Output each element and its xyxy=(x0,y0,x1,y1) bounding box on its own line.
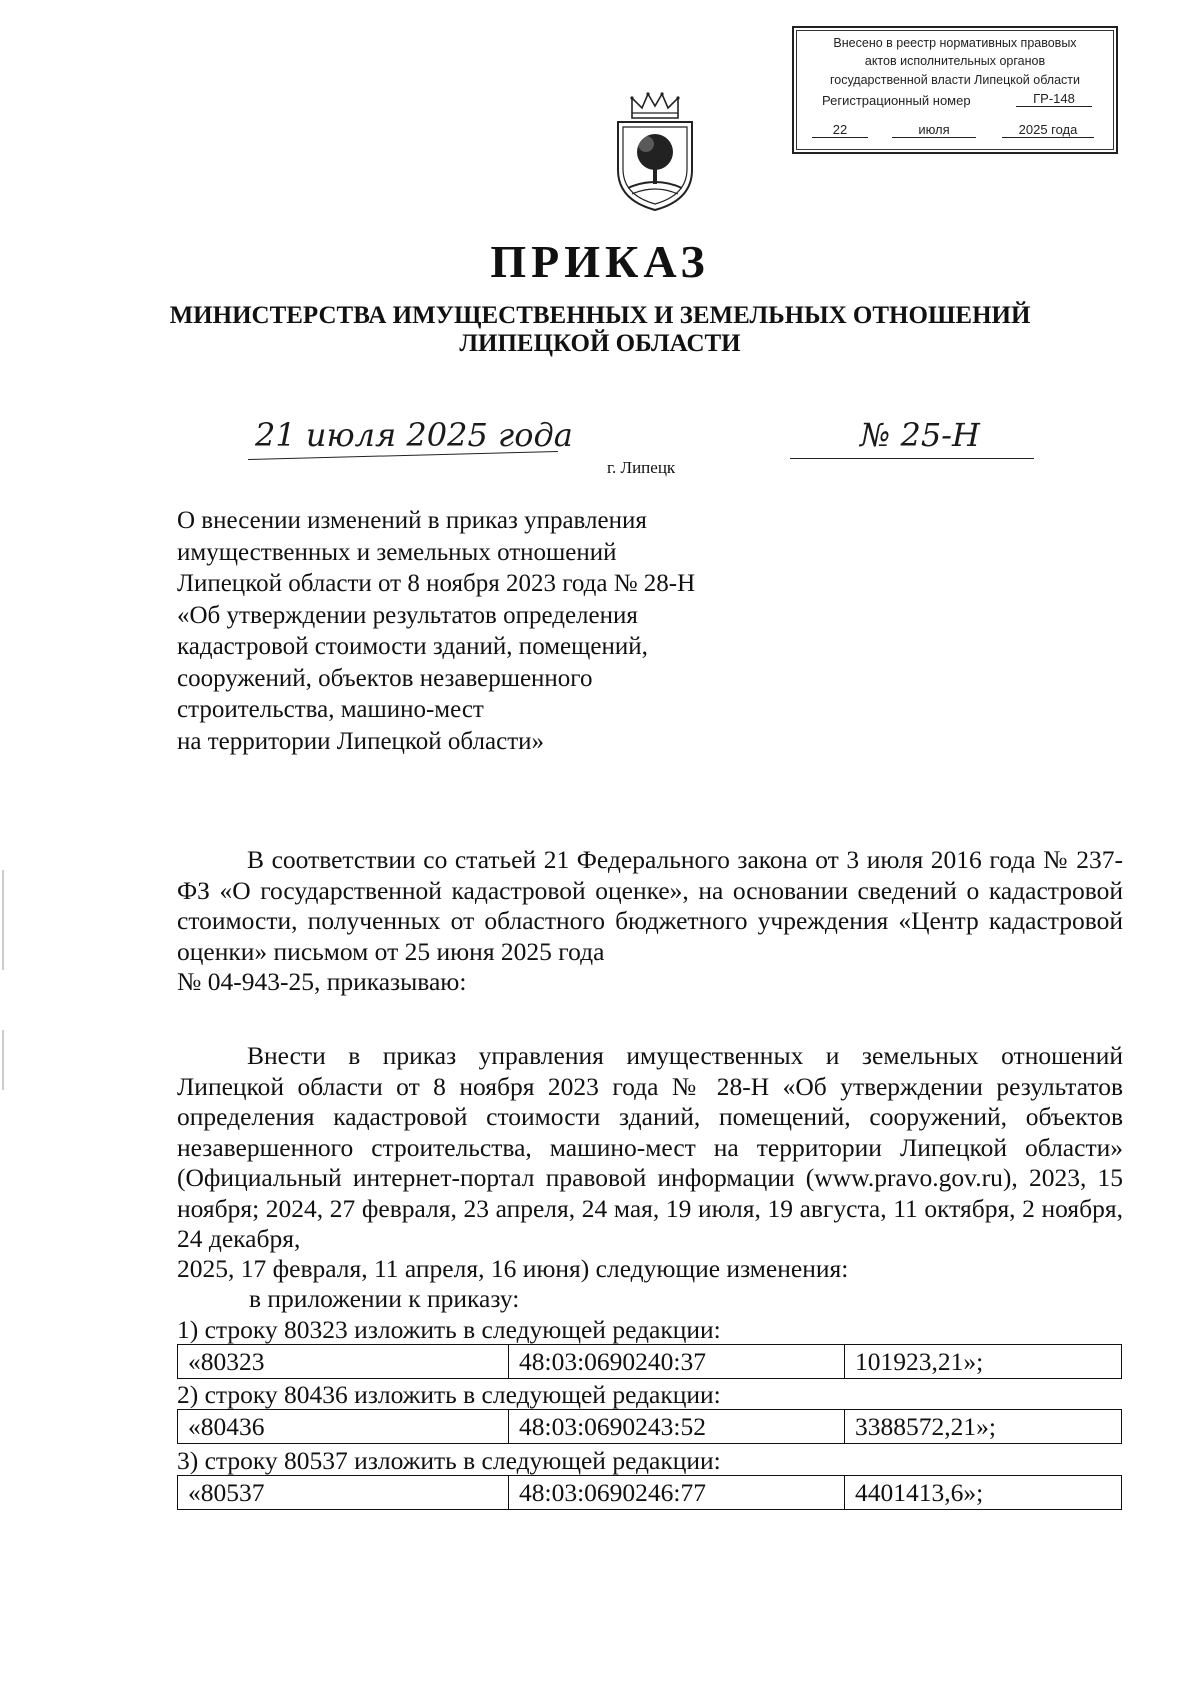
stamp-month: июля xyxy=(892,122,976,138)
amendment-instruction: 1) строку 80323 изложить в следующей редакции: xyxy=(177,1315,721,1344)
subject-line: имущественных и земельных отношений xyxy=(177,538,617,566)
scan-artifact xyxy=(2,870,4,970)
document-subject xyxy=(177,505,817,757)
order-paragraph: Внести в приказ управления имущественных и земельных отношений Липецкой области от 8 ноября 2023 года № 28-Н «Об утверждении результатов определения кадастровой стоимости зданий, помещений, сооружений, объектов незавершенного строительства, машино-мест на территории Липецкой области» (Официальный интернет-портал правовой информации (www.pravo.gov.ru), 2023, 15 ноября; 2024, 27 февраля, 23 апреля, 24 мая, 19 июля, 19 августа, 11 октября, 2 ноября, 24 декабря, xyxy=(177,1041,1123,1253)
cadastral-value-cell: 3388572,21»; xyxy=(845,1410,1122,1444)
city: г. Липецк xyxy=(607,458,676,477)
subject-line: на территории Липецкой области» xyxy=(177,727,544,755)
handwritten-date: 21 июля 2025 года xyxy=(255,416,573,454)
row-number-cell: «80323 xyxy=(178,1345,509,1379)
appendix-intro: в приложении к приказу: xyxy=(249,1284,520,1313)
amendment-instruction: 3) строку 80537 изложить в следующей редакции: xyxy=(177,1446,721,1475)
amendment-table xyxy=(177,1409,1122,1444)
subject-line: О внесении изменений в приказ управления xyxy=(177,507,647,534)
row-number-cell: «80537 xyxy=(178,1476,509,1510)
stamp-day: 22 xyxy=(812,122,868,138)
amendment-instruction: 2) строку 80436 изложить в следующей редакции: xyxy=(177,1380,721,1409)
subject-line: сооружений, объектов незавершенного xyxy=(177,664,593,692)
table-row xyxy=(178,1476,1122,1510)
row-number-cell: «80436 xyxy=(178,1410,509,1444)
issuer-line-1: МИНИСТЕРСТВА ИМУЩЕСТВЕННЫХ И ЗЕМЕЛЬНЫХ ОТНОШЕНИЙ xyxy=(169,302,1031,329)
subject-line: «Об утверждении результатов определения xyxy=(177,601,638,629)
amendment-table xyxy=(177,1475,1122,1510)
amendment-table xyxy=(177,1344,1122,1379)
handwritten-number: № 25-Н xyxy=(860,416,980,454)
registry-stamp xyxy=(792,26,1118,154)
stamp-year: 2025 года xyxy=(1002,122,1094,138)
subject-line: кадастровой стоимости зданий, помещений, xyxy=(177,633,648,660)
table-row xyxy=(178,1345,1122,1379)
issuer-line-2: ЛИПЕЦКОЙ ОБЛАСТИ xyxy=(459,330,741,357)
coat-of-arms-icon xyxy=(610,88,700,214)
subject-line: строительства, машино-мест xyxy=(177,696,484,723)
cadastral-value-cell: 101923,21»; xyxy=(845,1345,1122,1379)
stamp-reg-label: Регистрационный номер xyxy=(822,93,971,108)
cadastral-number-cell: 48:03:0690243:52 xyxy=(509,1410,845,1444)
cadastral-number-cell: 48:03:0690240:37 xyxy=(509,1345,845,1379)
scan-artifact xyxy=(2,1030,4,1090)
cadastral-value-cell: 4401413,6»; xyxy=(845,1476,1122,1510)
number-underline xyxy=(790,458,1034,459)
preamble-paragraph-end: № 04-943-25, приказываю: xyxy=(177,967,467,996)
stamp-line-2: актов исполнительных органов xyxy=(864,54,1046,68)
stamp-line-1: Внесено в реестр нормативных правовых xyxy=(833,36,1077,50)
subject-line: Липецкой области от 8 ноября 2023 года № 28-Н xyxy=(177,570,696,597)
stamp-reg-number: ГР-148 xyxy=(1016,91,1092,107)
table-row xyxy=(178,1410,1122,1444)
order-paragraph-end: 2025, 17 февраля, 11 апреля, 16 июня) следующие изменения: xyxy=(177,1254,849,1283)
document-title: ПРИКАЗ xyxy=(490,236,710,287)
cadastral-number-cell: 48:03:0690246:77 xyxy=(509,1476,845,1510)
preamble-paragraph: В соответствии со статьей 21 Федерального закона от 3 июля 2016 года № 237-ФЗ «О государственной кадастровой оценке», на основании сведений о кадастровой стоимости, полученных от областного бюджетного учреждения «Центр кадастровой оценки» письмом от 25 июня 2025 года xyxy=(177,845,1123,966)
stamp-line-3: государственной власти Липецкой области xyxy=(829,73,1081,87)
